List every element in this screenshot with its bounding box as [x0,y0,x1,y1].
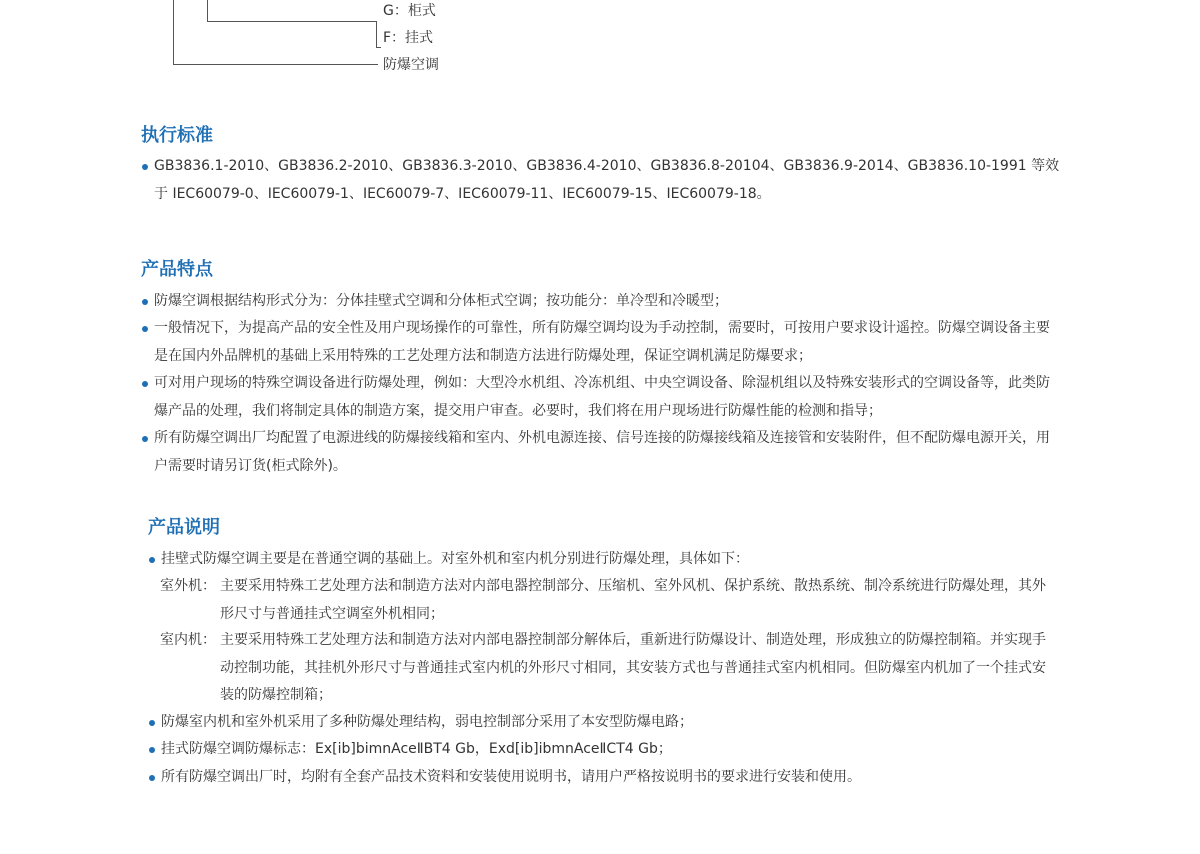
indoor-unit-text: 主要采用特殊工艺处理方法和制造方法对内部电器控制部分解体后，重新进行防爆设计、制造处理，形成独立的防爆控制箱。并实现手动控制功能，其挂机外形尺寸与普通挂式室内机的外形尺寸相同，其安装方式也与普通挂式室内机相同。但防爆室内机加了一个挂式安装的防爆控制箱； [220,632,1046,703]
legend-main-label: 防爆空调 [383,57,439,73]
tree-vline-outer [173,0,174,65]
bullet-icon [142,164,148,170]
bullet-icon [142,326,148,332]
description-title: 产品说明 [148,517,220,538]
features-item [142,288,1057,316]
indoor-unit-label: 室内机： [160,632,216,648]
bullet-icon [142,381,148,387]
bullet-icon [142,299,148,305]
bullet-icon [149,720,155,726]
tree-hline-f [376,47,381,48]
features-title: 产品特点 [141,259,213,280]
tree-vline-inner [207,0,208,22]
features-item [142,370,1057,425]
legend-f-label: F：挂式 [383,30,434,46]
standards-title: 执行标准 [141,125,213,146]
description-item [149,709,1059,737]
description-intro-text: 挂壁式防爆空调主要是在普通空调的基础上。对室外机和室内机分别进行防爆处理，具体如下： [161,551,749,567]
standards-item [142,153,1072,208]
description-item [149,736,1059,764]
standards-item-text: GB3836.1-2010、GB3836.2-2010、GB3836.3-2010、GB3836.4-2010、GB3836.8-20104、GB3836.9-2014、GB3836.10-1991 等效于 IEC60079-0、IEC60079-1、IEC60079-7、IEC60079-11、IEC60079-15、IEC60079-18。 [154,158,1060,202]
outdoor-unit-block [160,573,1055,628]
description-item-text: 挂式防爆空调防爆标志：Ex[ib]bimnAceⅡBT4 Gb，Exd[ib]ibmnAceⅡCT4 Gb； [161,741,672,757]
features-item [142,315,1057,370]
description-item-text: 防爆室内机和室外机采用了多种防爆处理结构，弱电控制部分采用了本安型防爆电路； [161,714,693,730]
description-item-text: 所有防爆空调出厂时，均附有全套产品技术资料和安装使用说明书，请用户严格按说明书的要求进行安装和使用。 [161,769,861,785]
features-item-text: 可对用户现场的特殊空调设备进行防爆处理，例如：大型冷水机组、冷冻机组、中央空调设备、除湿机组以及特殊安装形式的空调设备等，此类防爆产品的处理，我们将制定具体的制造方案，提交用户审查。必要时，我们将在用户现场进行防爆性能的检测和指导； [154,375,1050,419]
legend-g-label: G：柜式 [383,3,436,19]
tree-vline-f [376,22,377,48]
outdoor-unit-label: 室外机： [160,578,216,594]
description-item [149,764,1059,792]
tree-hline-g [207,21,377,22]
features-item [142,425,1057,480]
bullet-icon [149,557,155,563]
tree-hline-main [173,64,378,65]
features-item-text: 一般情况下，为提高产品的安全性及用户现场操作的可靠性，所有防爆空调均设为手动控制，需要时，可按用户要求设计遥控。防爆空调设备主要是在国内外品牌机的基础上采用特殊的工艺处理方法和制造方法进行防爆处理，保证空调机满足防爆要求； [154,320,1050,364]
indoor-unit-block [160,627,1055,710]
bullet-icon [149,775,155,781]
features-item-text: 所有防爆空调出厂均配置了电源进线的防爆接线箱和室内、外机电源连接、信号连接的防爆接线箱及连接管和安装附件，但不配防爆电源开关，用户需要时请另订货(柜式除外)。 [154,430,1050,474]
outdoor-unit-text: 主要采用特殊工艺处理方法和制造方法对内部电器控制部分、压缩机、室外风机、保护系统、散热系统、制冷系统进行防爆处理，其外形尺寸与普通挂式空调室外机相同； [220,578,1046,622]
bullet-icon [149,747,155,753]
features-item-text: 防爆空调根据结构形式分为：分体挂壁式空调和分体柜式空调；按功能分：单冷型和冷暖型； [154,293,728,309]
bullet-icon [142,436,148,442]
description-intro [149,546,1059,574]
